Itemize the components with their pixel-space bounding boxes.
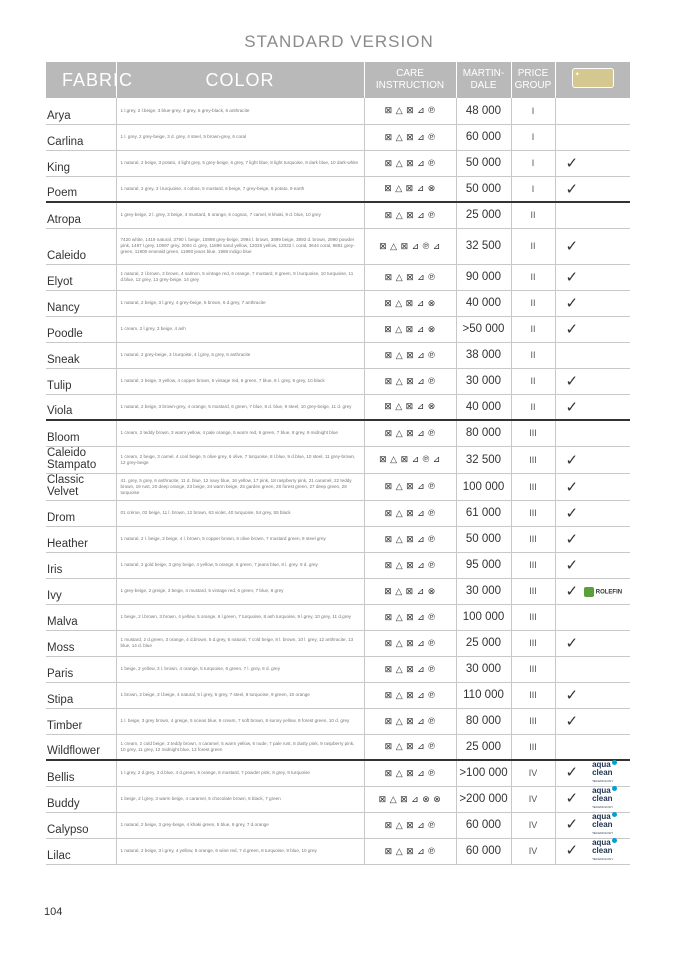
rolefin-label: ROLEFIN [595,589,623,596]
check-icon: ✓ [565,478,579,496]
martindale-value: 100 000 [456,604,511,630]
price-group: III [511,578,555,604]
fabric-name: Bellis [46,760,116,786]
table-header-row [46,62,630,98]
table-row [46,656,630,682]
fabric-name: Iris [46,552,116,578]
certification-header [555,62,630,98]
fabric-name: King [46,150,116,176]
martindale-value: 60 000 [456,124,511,150]
color-list: 1 brown, 2 beige, 3 l.beige, 4 natural, 5 l.grey, 6 grey, 7 steel, 8 turquoise, 9 green, 10 orange [116,682,364,708]
price-group: II [511,342,555,368]
aqua-clean-technology: TECHNOLOGY [592,805,614,809]
care-symbols: ⊠ △ ⊠ ⊿ ℗ [364,526,456,552]
aqua-clean-word-aqua: aqua [592,786,611,795]
color-list: 1 natural, 2 grey-beige, 3 l.turqoise, 4 l.grey, 5 grey, 6 anthracite [116,342,364,368]
fabric-name: Poem [46,176,116,202]
table-row [46,500,630,526]
check-icon: ✓ [565,155,579,172]
certification-cell [555,202,630,228]
price-group: IV [511,786,555,812]
table-row [46,786,630,812]
fabric-name: Heather [46,526,116,552]
martindale-value: 30 000 [456,656,511,682]
color-list: 1 natural, 2 beige, 3 grey-beige, 4 khaki green, 5 blue, 6 grey, 7 d.orange [116,812,364,838]
check-icon: ✓ [565,764,579,782]
price-group: II [511,316,555,342]
price-group: III [511,446,555,473]
color-list: 1 l. beige, 3 grey brown, 4 greige, 5 ocean blue, 6 cream, 7 soft brown, 8 sunny yellow, 9 forest green, 10 d. grey [116,708,364,734]
certification-cell [555,290,630,316]
color-list: 1 l. grey, 2 grey-beige, 3 d. grey, 4 steel, 5 brown-grey, 6 coral [116,124,364,150]
color-list: 1 cream, 2 l.grey, 3 beige, 4 ash [116,316,364,342]
martindale-value: 60 000 [456,812,511,838]
check-icon: ✓ [565,321,579,338]
martindale-value: 25 000 [456,734,511,760]
certification-cell [555,578,630,604]
certification-cell [555,124,630,150]
certification-cell [555,368,630,394]
price-group: II [511,368,555,394]
price-group: I [511,124,555,150]
martindale-value: >50 000 [456,316,511,342]
martindale-value: >200 000 [456,786,511,812]
check-icon: ✓ [565,180,579,198]
check-icon: ✓ [565,295,579,312]
price-group: III [511,552,555,578]
color-list: 1 natural, 2 l. beige, 3 beige, 4 l. brown, 5 copper brown, 6 olive brown, 7 mustard green, 8 steel grey [116,526,364,552]
color-list: 1 beige, 2 yellow, 3 l. brown, 4 orange, 5 turquoise, 6 green, 7 l. grey, 8 d. grey [116,656,364,682]
table-row [46,708,630,734]
aqua-clean-word-clean: clean [592,846,613,855]
martindale-value: 38 000 [456,342,511,368]
color-list: 7420 white, 1419 natural, 3790 l. beige, 10898 grey-beige, 2994 l. brown, 3899 beige, 3893 d. brown, 2990 powder pink, 1497 l.grey, 10997 grey, 2004 d. grey, 11896 sand yellow, 12025 yellow, 12032 l. coral, 3644 coral, 9881 grey-green, 11900 emerald green, 11980 jeans blue, 1988 indigo blue [116,228,364,264]
care-symbols: ⊠ △ ⊠ ⊿ ⊗ [364,578,456,604]
martindale-value: 95 000 [456,552,511,578]
martindale-value: 50 000 [456,526,511,552]
martindale-value: 48 000 [456,98,511,124]
table-row [46,290,630,316]
table-row [46,420,630,446]
color-list: 1 mustard, 2 d.green, 3 orange, 4 d.brown, 5 d.grey, 6 natural, 7 cold beige, 8 l. brown, 10 l. grey, 12 anthracite, 13 blue, 14 d. blue [116,630,364,656]
check-icon: ✓ [565,687,579,704]
fabric-header: FABRIC [46,62,116,98]
care-symbols: ⊠ △ ⊠ ⊿ ℗ [364,630,456,656]
price-group: III [511,500,555,526]
check-icon: ✓ [565,583,579,600]
care-symbols: ⊠ △ ⊠ ⊿ ℗ [364,552,456,578]
care-symbols: ⊠ △ ⊠ ⊿ ℗ [364,838,456,864]
certification-cell [555,500,630,526]
care-symbols: ⊠ △ ⊠ ⊿ ℗ [364,98,456,124]
martindale-value: 40 000 [456,290,511,316]
martindale-value: 90 000 [456,264,511,290]
care-symbols: ⊠ △ ⊠ ⊿ ℗ ⊿ [364,228,456,264]
fabric-name: Buddy [46,786,116,812]
care-symbols: ⊠ △ ⊠ ⊿ ℗ [364,150,456,176]
fabric-table [46,62,630,865]
certification-cell [555,838,630,864]
certification-cell [555,812,630,838]
color-list: 1 cream, 2 teddy brown, 3 warm yellow, 4 pale orange, 5 warm red, 6 green, 7 blue, 8 grey, 9 midnight blue [116,420,364,446]
care-symbols: ⊠ △ ⊠ ⊿ ℗ [364,760,456,786]
care-symbols: ⊠ △ ⊠ ⊿ ⊗ [364,290,456,316]
certification-cell [555,342,630,368]
care-symbols: ⊠ △ ⊠ ⊿ ℗ [364,812,456,838]
certification-cell [555,473,630,500]
fabric-name: Ivy [46,578,116,604]
color-list: 1 natural, 2 beige, 3 brown-grey, 4 orange, 5 mustard, 6 green, 7 blue, 8 d. blue, 9 steel, 10 grey-beige, 11 d. grey [116,394,364,420]
certification-cell [555,656,630,682]
color-list: 1 beige, 2 l.brown, 3 brown, 4 yellow, 5 orange, 6 l.green, 7 turquoise, 8 ash turquoise, 9 l.grey, 10 grey, 11 d.grey [116,604,364,630]
color-header: COLOR [116,62,364,98]
fabric-name: Paris [46,656,116,682]
martindale-value: 80 000 [456,708,511,734]
fabric-name: Sneak [46,342,116,368]
check-icon: ✓ [565,373,579,390]
martindale-value: 25 000 [456,630,511,656]
table-row [46,552,630,578]
fabric-name: Lilac [46,838,116,864]
price-group: III [511,630,555,656]
table-row [46,578,630,604]
price-group: III [511,420,555,446]
check-icon: ✓ [565,713,579,730]
check-icon: ✓ [565,635,579,652]
aqua-drop-icon [612,838,617,843]
fabric-name: Viola [46,394,116,420]
certification-cell [555,150,630,176]
martindale-value: 25 000 [456,202,511,228]
certification-cell [555,264,630,290]
care-symbols: ⊠ △ ⊠ ⊿ ⊗ [364,394,456,420]
price-group: III [511,708,555,734]
check-icon: ✓ [565,841,579,859]
certification-cell [555,760,630,786]
martindale-value: 32 500 [456,446,511,473]
color-list: 1 l.grey, 2 d.grey, 3 d.blue, 4 d.green, 5 orange, 6 mustard, 7 powder pink, 8 grey, 9 turquoise [116,760,364,786]
certification-cell [555,98,630,124]
care-symbols: ⊠ △ ⊠ ⊿ ℗ [364,264,456,290]
fabric-name: Stipa [46,682,116,708]
martindale-value: 100 000 [456,473,511,500]
care-header: CARE INSTRUCTION [364,62,456,98]
aqua-clean-word-clean: clean [592,768,613,778]
martindale-header: MARTIN-DALE [456,62,511,98]
certification-cell [555,604,630,630]
color-list: 1 natural, 2 grey, 3 l.turquoise, 4 cobos, 5 mustard, 6 beige, 7 grey-beige, 8 potato, 9 earth [116,176,364,202]
color-list: 1 natural, 2 l.brown, 3 brown, 4 salmon, 5 vintage red, 6 orange, 7 mustard, 8 green, 9 l.turquoise, 10 turquoise, 11 d.blue, 12 grey, 13 grey-beige, 14 grey [116,264,364,290]
aqua-clean-technology: TECHNOLOGY [592,831,614,835]
color-list: 1 cream, 2 cold beige, 3 teddy brown, 4 caramel, 5 warm yellow, 6 nude, 7 pale rust, 8 dusty pink, 9 raspberry pink, 10 grey, 11 grey, 12 midnight blue, 13 forest green [116,734,364,760]
care-symbols: ⊠ △ ⊠ ⊿ ℗ [364,734,456,760]
table-row [46,342,630,368]
care-symbols: ⊠ △ ⊠ ⊿ ℗ [364,342,456,368]
aqua-drop-icon [612,812,617,817]
certification-cell [555,526,630,552]
table-row [46,368,630,394]
fabric-name: Classic Velvet [46,473,116,500]
fabric-name: Tulip [46,368,116,394]
check-icon: ✓ [565,531,579,548]
price-group: I [511,150,555,176]
color-list: 1 cream, 2 beige, 3 camel, 4 cool beige, 5 olive grey, 6 olive, 7 turquoise, 8 l.blue, 9 d.blue, 10 steel, 11 grey-brown, 12 grey-beige [116,446,364,473]
martindale-value: 80 000 [456,420,511,446]
check-icon: ✓ [565,815,579,833]
price-group: II [511,264,555,290]
care-symbols: ⊠ △ ⊠ ⊿ ℗ [364,420,456,446]
color-list: 1 grey-beige, 2 greige, 3 beige, 4 mustard, 5 vintage red, 6 green, 7 blue, 8 grey [116,578,364,604]
aqua-clean-logo [592,761,613,785]
certification-cell [555,316,630,342]
care-symbols: ⊠ △ ⊠ ⊿ ℗ [364,500,456,526]
rolefin-mark-icon [584,587,594,597]
price-group: II [511,202,555,228]
fabric-name: Moss [46,630,116,656]
martindale-value: 40 000 [456,394,511,420]
care-symbols: ⊠ △ ⊠ ⊿ ⊗ [364,176,456,202]
aqua-clean-logo [592,787,613,811]
certification-cell [555,420,630,446]
aqua-clean-word-clean: clean [592,820,613,829]
color-list: 1 natural, 2 beige, 3 l.grey, 4 grey-beige, 5 brown, 6 d.grey, 7 anthracite [116,290,364,316]
certification-cell [555,682,630,708]
check-icon: ✓ [565,398,579,416]
martindale-value: 110 000 [456,682,511,708]
price-group: III [511,604,555,630]
aqua-clean-logo [592,839,613,863]
price-group: III [511,682,555,708]
table-row [46,838,630,864]
table-row [46,734,630,760]
martindale-value: 61 000 [456,500,511,526]
aqua-clean-technology: TECHNOLOGY [592,779,614,784]
check-icon: ✓ [565,238,579,255]
table-row [46,446,630,473]
fabric-name: Malva [46,604,116,630]
fabric-name: Poodle [46,316,116,342]
fabric-name: Drom [46,500,116,526]
martindale-value: 30 000 [456,368,511,394]
check-icon: ✓ [565,451,579,469]
care-symbols: ⊠ △ ⊠ ⊿ ℗ [364,708,456,734]
fabric-name: Atropa [46,202,116,228]
care-symbols: ⊠ △ ⊠ ⊿ ℗ ⊿ [364,446,456,473]
price-group: IV [511,760,555,786]
certification-cell [555,630,630,656]
price-group: IV [511,812,555,838]
certification-logo-icon: ✦ [572,68,614,88]
fabric-name: Caleido [46,228,116,264]
certification-cell [555,176,630,202]
martindale-value: 50 000 [456,150,511,176]
color-list: 41. grey, 5 grey, 6 anthracite, 11 d. blue, 12 navy blue, 16 yellow, 17 pink, 18 raspberry pink, 21 caramel, 22 teddy brown, 19 rust, 20 deep orange, 23 beige, 24 warm beige, 25 garden green, 26 forest green, 27 deep green, 28 turquoise [116,473,364,500]
price-group: II [511,394,555,420]
martindale-value: >100 000 [456,760,511,786]
color-list: 1 grey-beige, 2 l. grey, 3 beige, 4 mustard, 5 orange, 6 cognac, 7 camel, 8 khaki, 9 d. blue, 10 grey [116,202,364,228]
aqua-clean-technology: TECHNOLOGY [592,857,614,861]
aqua-drop-icon [612,760,617,765]
certification-cell [555,786,630,812]
care-symbols: ⊠ △ ⊠ ⊿ ℗ [364,656,456,682]
table-row [46,630,630,656]
fabric-name: Calypso [46,812,116,838]
certification-cell [555,228,630,264]
table-row [46,526,630,552]
aqua-clean-word-aqua: aqua [592,838,611,847]
aqua-drop-icon [612,786,617,791]
price-group-header: PRICE GROUP [511,62,555,98]
care-symbols: ⊠ △ ⊠ ⊿ ⊗ [364,316,456,342]
care-symbols: ⊠ △ ⊠ ⊿ ⊗ ⊗ [364,786,456,812]
price-group: III [511,473,555,500]
fabric-name: Timber [46,708,116,734]
table-row [46,124,630,150]
color-list: 01 crème, 02 beige, 11 l. brown, 12 brown, 63 violet, 40 turquoise, 54 grey, 55 black [116,500,364,526]
table-row [46,202,630,228]
table-row [46,176,630,202]
table-row [46,812,630,838]
martindale-value: 32 500 [456,228,511,264]
color-list: 1 natural, 2 gold beige, 3 grey beige, 4 yellow, 5 orange, 6 green, 7 jeans blue, 8 l. grey, 9 d. grey [116,552,364,578]
price-group: III [511,526,555,552]
price-group: II [511,290,555,316]
rolefin-logo [584,587,622,597]
care-symbols: ⊠ △ ⊠ ⊿ ℗ [364,682,456,708]
table-row [46,473,630,500]
page-number: 104 [44,906,63,918]
certification-cell [555,446,630,473]
aqua-clean-word-aqua: aqua [592,760,611,770]
table-row [46,98,630,124]
table-row [46,228,630,264]
check-icon: ✓ [565,269,579,286]
check-icon: ✓ [565,789,579,807]
aqua-clean-word-aqua: aqua [592,812,611,821]
table-row [46,316,630,342]
aqua-clean-logo [592,813,613,837]
care-symbols: ⊠ △ ⊠ ⊿ ℗ [364,604,456,630]
table-row [46,682,630,708]
certification-cell [555,552,630,578]
color-list: 1 beige, 2 l.grey, 3 warm beige, 4 caramel, 5 chocolate brown, 6 black, 7 green [116,786,364,812]
aqua-clean-word-clean: clean [592,794,613,803]
price-group: III [511,734,555,760]
fabric-name: Wildflower [46,734,116,760]
martindale-value: 30 000 [456,578,511,604]
table-row [46,760,630,786]
care-symbols: ⊠ △ ⊠ ⊿ ℗ [364,368,456,394]
check-icon: ✓ [565,557,579,574]
table-row [46,150,630,176]
color-list: 1 l.grey, 2 l.beige, 3 blue-grey, 4 grey, 5 grey-black, 6 anthracite [116,98,364,124]
price-group: I [511,176,555,202]
martindale-value: 60 000 [456,838,511,864]
color-list: 1 natural, 2 beige, 3 l.grey, 4 yellow, 5 orange, 6 wine red, 7 d.green, 8 turquoise, 9 blue, 10 grey [116,838,364,864]
fabric-name: Caleido Stampato [46,446,116,473]
certification-cell [555,708,630,734]
price-group: I [511,98,555,124]
table-row [46,604,630,630]
table-row [46,264,630,290]
fabric-name: Elyot [46,264,116,290]
price-group: II [511,228,555,264]
price-group: IV [511,838,555,864]
check-icon: ✓ [565,505,579,522]
page-title: STANDARD VERSION [244,32,434,51]
fabric-name: Bloom [46,420,116,446]
certification-cell [555,394,630,420]
color-list: 1 natural, 2 beige, 3 yellow, 4 copper brown, 5 vintage red, 6 green, 7 blue, 8 l. grey, 9 grey, 10 black [116,368,364,394]
certification-cell [555,734,630,760]
care-symbols: ⊠ △ ⊠ ⊿ ℗ [364,473,456,500]
care-symbols: ⊠ △ ⊠ ⊿ ℗ [364,124,456,150]
fabric-name: Arya [46,98,116,124]
fabric-name: Carlina [46,124,116,150]
fabric-name: Nancy [46,290,116,316]
care-symbols: ⊠ △ ⊠ ⊿ ℗ [364,202,456,228]
table-row [46,394,630,420]
price-group: III [511,656,555,682]
martindale-value: 50 000 [456,176,511,202]
color-list: 1 natural, 2 beige, 3 potato, 4 light grey, 5 grey-beige, 6 grey, 7 light blue, 8 light turquoise, 9 dark blue, 10 dark-white [116,150,364,176]
